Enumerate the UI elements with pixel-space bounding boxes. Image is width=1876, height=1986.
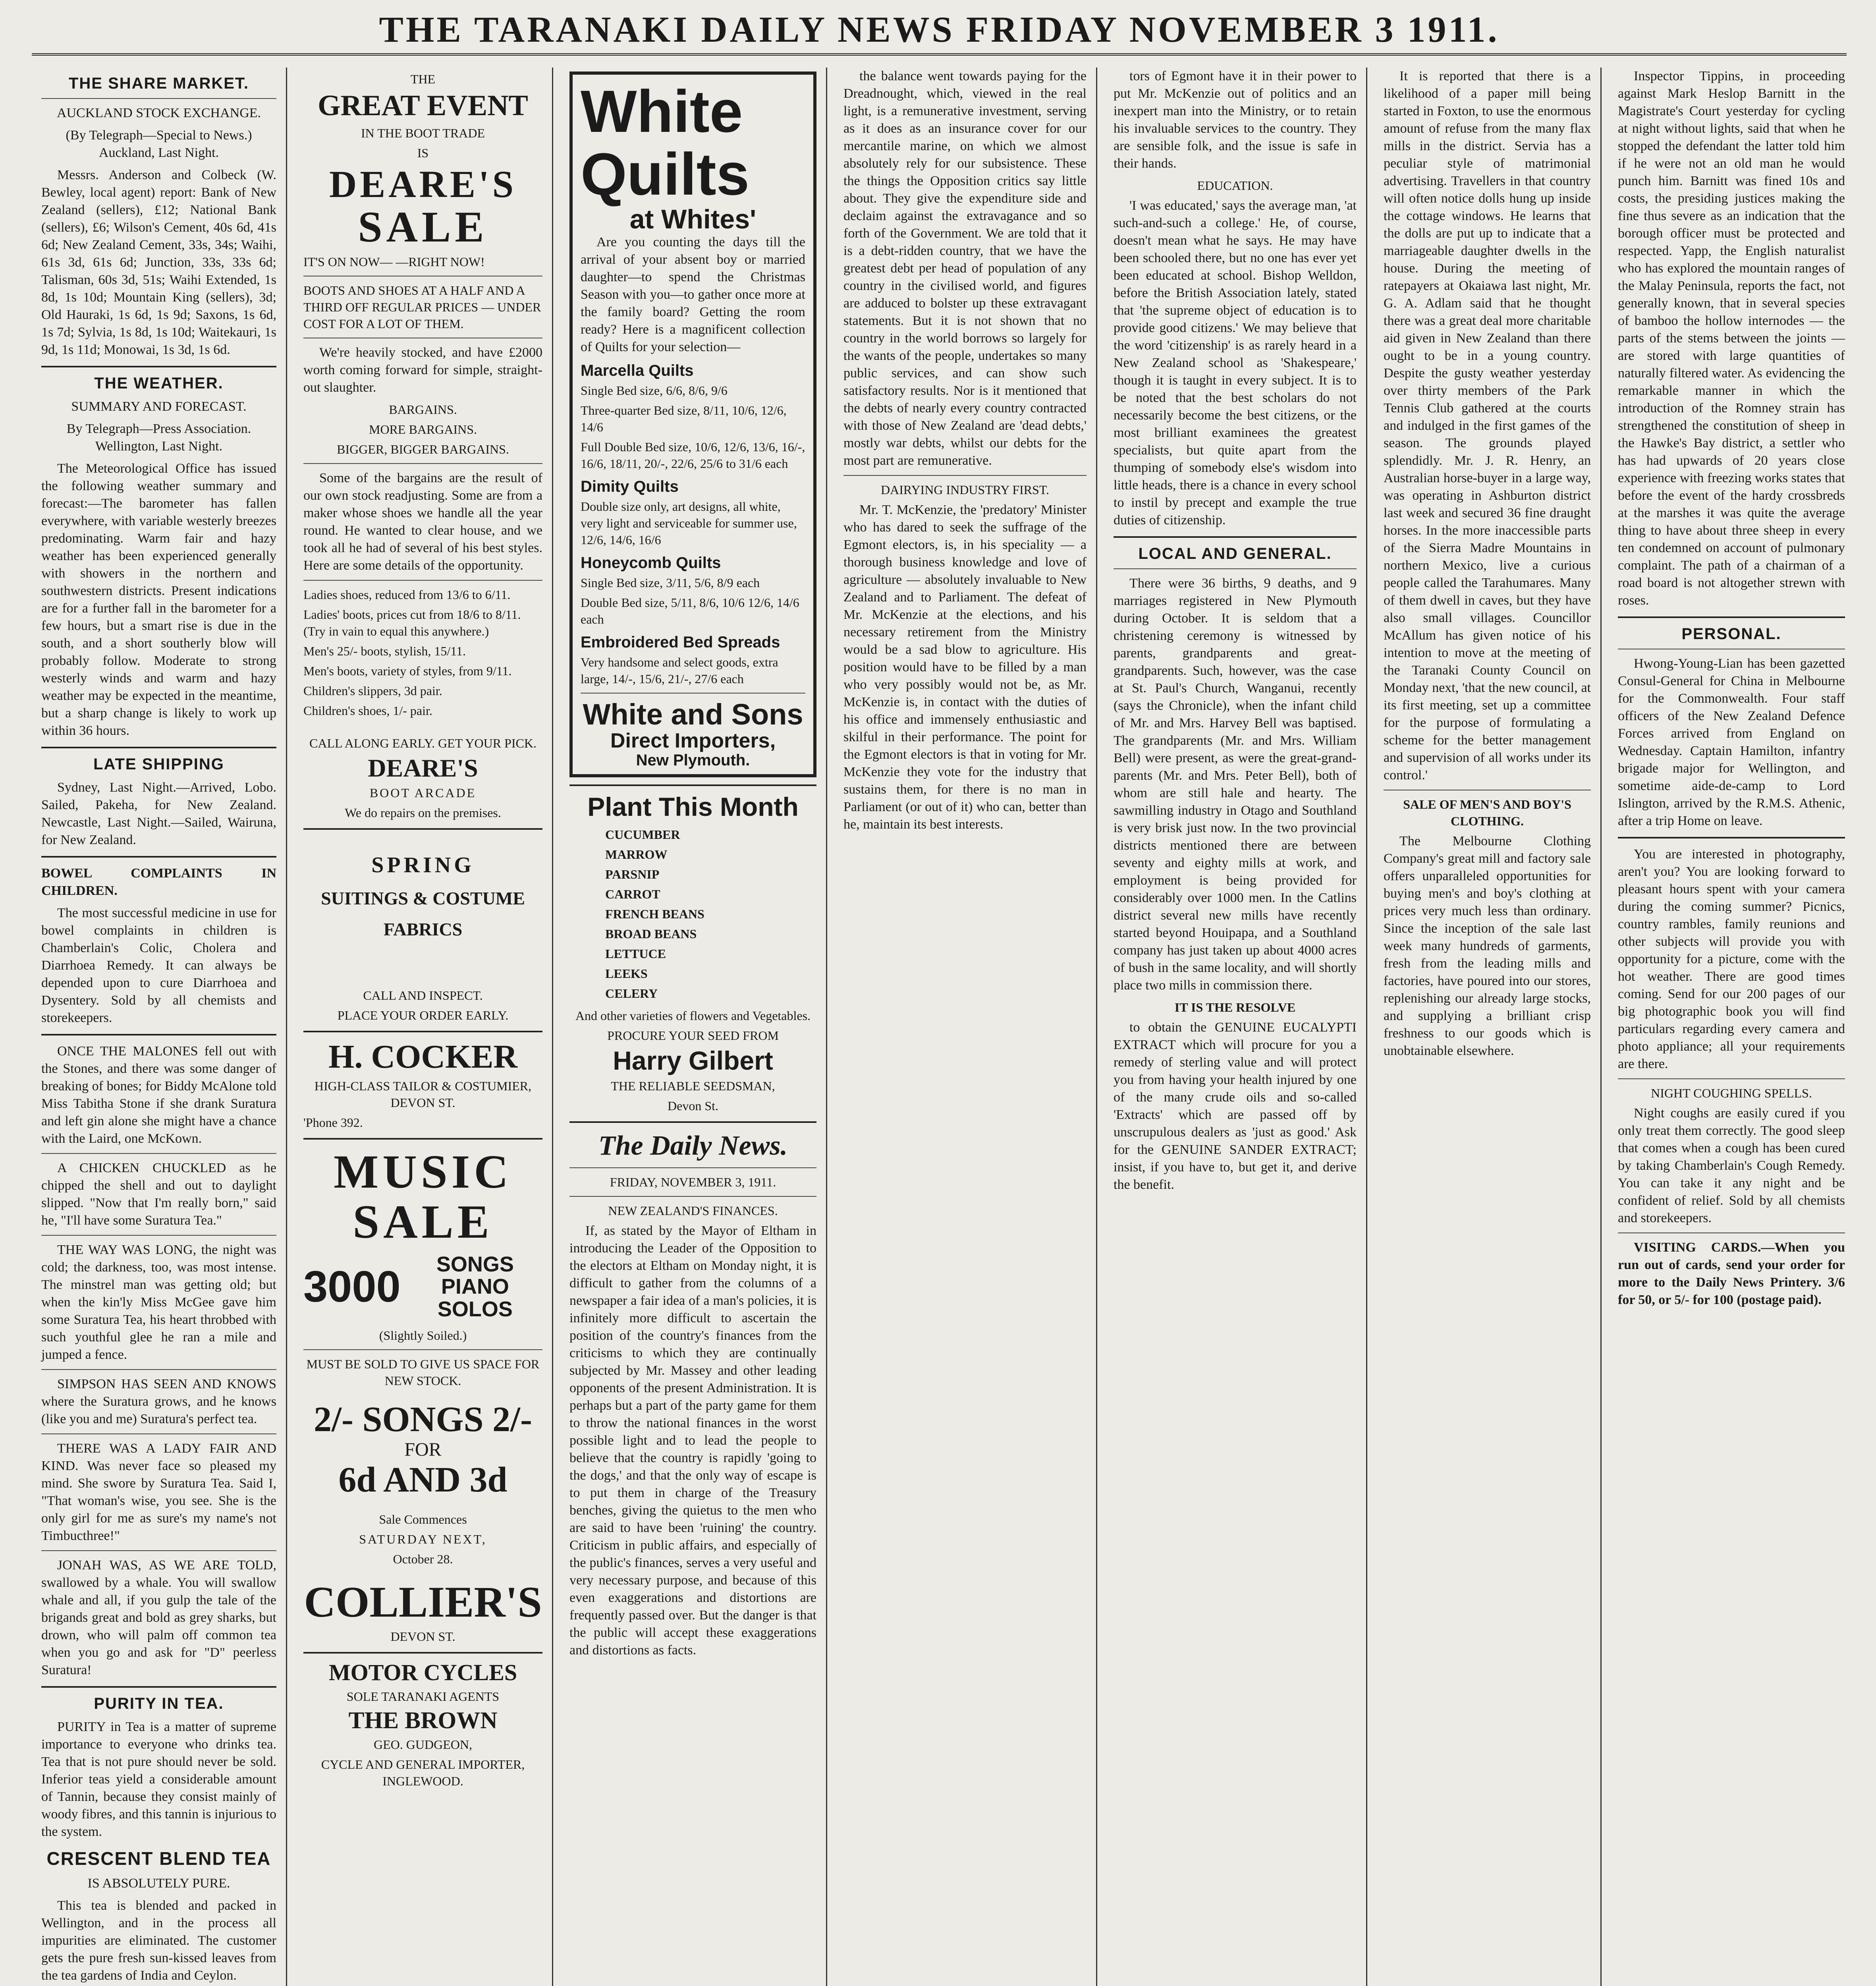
divider — [303, 1031, 542, 1032]
tea-jingle: JONAH WAS, AS WE ARE TOLD, swallowed by a whale. You will swallow whale and all, if you gulp the tale of the brigands great and bold as grey sharks, but drown, who will palm off common tea when you go and ask for "D" peerless Suratura! — [41, 1558, 276, 1677]
night-body: Night coughs are easily cured if you only treat them correctly. The good sleep that comes when a cough has been cured by taking Chamberlain's Cough Remedy. You can take it any night and be confident of relief. Sold by all chemists and storekeepers. — [1618, 1106, 1845, 1225]
music-price: 2/- SONGS 2/- — [313, 1399, 533, 1439]
motor-heading: MOTOR CYCLES — [328, 1660, 517, 1686]
divider — [569, 1121, 816, 1123]
whites-heading: White — [581, 78, 743, 145]
deare-body: We're heavily stocked, and have £2000 worth coming forward for simple, straight-out slaughter. — [303, 345, 542, 395]
whites-item: Double Bed size, 5/11, 8/6, 10/6 12/6, 14/6 each — [581, 595, 799, 627]
music-heading: MUSIC — [333, 1145, 513, 1198]
share-subheading: AUCKLAND STOCK EXCHANGE. — [56, 106, 261, 120]
resolve-heading: IT IS THE RESOLVE — [1174, 1000, 1296, 1014]
daily-news-date: FRIDAY, NOVEMBER 3, 1911. — [610, 1175, 776, 1190]
resolve-body: to obtain the GENUINE EUCALYPTI EXTRACT which will procure for you a remedy of sterling value and will protect you from having your health injured by one of the many crude oils and so-called 'Extracts' which are passed off by unscrupulous dealers as 'just as good.' Ask for the GENUINE SANDER EXTRACT; insist, if you have to, but get it, and derive the benefit. — [1114, 1020, 1357, 1192]
finances-body: If, as stated by the Mayor of Eltham in introducing the Leader of the Opposition to the electors at Eltham on Monday night, it is difficult to gather from the columns of a newspaper a fair idea of a man's policies, it is infinitely more difficult to ascertain the position of the country's finances from the criticisms to which they are continually subjected by Mr. Massey and other leading opponents of the present Administration. It is perhaps but a part of the party game for them to throw the national finances in the worst possible light and to lead the people to believe that the country is rapidly 'going to the dogs,' and that the only way of escape is to put them in charge of the Treasury benches, giving the quietus to the men who are said to have been 'ruining' the country. Criticism in public affairs, and especially of the public's finances, serves a very useful and very necessary purpose, and because of this even exaggerations and distortions are frequently passed over. But the danger is that the public will accept these exaggerations and distortions as facts. — [569, 1223, 816, 1658]
whites-item: Three-quarter Bed size, 8/11, 10/6, 12/6, 14/6 — [581, 403, 787, 435]
deare-line: BIGGER, BIGGER BARGAINS. — [337, 442, 509, 456]
deare-line: BOOTS AND SHOES AT A HALF AND A THIRD OFF REGULAR PRICES — UNDER COST FOR A LOT OF THEM. — [303, 283, 541, 331]
photography-body: You are interested in photography, aren't you? You are looking forward to pleasant hours spent with your camera during the coming summer? Picnics, country rambles, family reunions and other subjects will provide you with opportunity for a picture, come with the hot weather. There are good times coming. Send for our 200 pages of our big photographic book you will find particulars regarding every camera and photo appliance; all your requirements are there. — [1618, 847, 1845, 1071]
divider — [41, 1433, 276, 1434]
collier-line: DEVON ST. — [390, 1629, 455, 1644]
plant-line: Devon St. — [668, 1099, 718, 1113]
crescent-body: This tea is blended and packed in Wellington, and in the process all impurities are eliminated. The customer gets the pure fresh sun-kissed leaves from the tea gardens of India and Ceylon. — [41, 1898, 276, 1983]
column-5 — [1104, 68, 1366, 1986]
daily-news-title: The Daily News. — [598, 1130, 788, 1161]
shipping-heading: LATE SHIPPING — [93, 755, 224, 773]
whites-firm: White and Sons — [583, 698, 803, 731]
finances-continued: the balance went towards paying for the Dreadnought, which, viewed in the real light, is a remunerative investment, serving as it does as an insurance cover for our mercantile marine, on which we almost absolutely rely for our subsistence. These the things the Opposition critics say little about. They give the expenditure side and declaim against the extravagance and so forth of the Government. We are told that it is a debt-ridden country, that we have the greatest debt per head of population of any country in the civilised world, and figures are adduced to bolster up these extravagant statements. But it is not shown that no country in the world borrows so largely for the wants of the people, undertakes so many public services, and can show such satisfactory results. Nor is it mentioned that the debts of nearly every country contracted with those of New Zealand are 'dead debts,' mostly war debts, whilst our debts for the most part are remunerative. — [843, 69, 1087, 468]
divider — [1114, 536, 1357, 538]
visiting-cards: VISITING CARDS.—When you run out of cards, send your order for more to the Daily News Printery. 3/6 for 50, or 5/- for 100 (postage paid). — [1618, 1240, 1845, 1307]
weather-byline: By Telegraph—Press Association. Wellington, Last Night. — [66, 421, 251, 454]
plant-line: THE RELIABLE SEEDSMAN, — [611, 1079, 775, 1093]
plant-firm: Harry Gilbert — [613, 1045, 773, 1075]
divider — [303, 1349, 542, 1350]
column-6 — [1374, 68, 1600, 1986]
plant-item: BROAD BEANS — [605, 926, 697, 941]
column-1 — [32, 68, 286, 1986]
deare-arcade: DEARE'S — [368, 753, 478, 782]
local-continued: Inspector Tippins, in proceeding against Mark Heslop Barnitt in the Magistrate's Court yesterday for cycling at night without lights, said that when he stopped the defendant the latter told him if he were not an old man he would punch him. Barnitt was fined 10s and costs, the presiding justices making the fine thus severe as an indication that the borough officer must be protected and respected. Yapp, the English naturalist who has explored the mountain ranges of the Malay Peninsula, reports the fact, not generally known, that in several species of bamboo the hollow internodes — the parts of the stems between the joints — are stored with large quantities of naturally filtered water. As evidencing the remarkable manner in which the introduction of the Romney strain has strengthened the constitution of sheep in the Hawke's Bay district, a settler who has had upwards of 20 years close experience with freezing works states that before the event of the hardy crossbreds at the marshes it was quite the average thing to have about three sheep in every ten condemned on account of pulmonary complaint. The path of a chairman of a road board is not altogether strewn with roses. — [1618, 69, 1845, 608]
divider — [41, 1235, 276, 1236]
divider — [41, 1686, 276, 1688]
tea-jingle: A CHICKEN CHUCKLED as he chipped the shell and out to daylight slipped. "Now that I'm really born," said he, "I'll have some Suratura Tea." — [41, 1161, 276, 1228]
motor-line: GEO. GUDGEON, — [374, 1737, 472, 1752]
divider — [843, 475, 1087, 476]
music-piano: PIANO SOLOS — [437, 1275, 513, 1321]
education-heading: EDUCATION. — [1197, 178, 1273, 193]
divider — [1618, 1078, 1845, 1079]
local-continued: It is reported that there is a likelihood of a paper mill being started in Foxton, to use the enormous amount of refuse from the many flax mills in the district. Servia has a peculiar style of matrimonial advertising. Travellers in that country will often notice dolls hung up inside the cottage windows. He learns that the dolls are put up to indicate that a marriageable daughter dwells in the house. During the meeting of ratepayers at Okaiawa last night, Mr. G. A. Adlam said that he thought there was a great deal more charitable aid given in New Zealand than there ought to be in a young country. Despite the gusty weather yesterday over thirty members of the Park Tennis Club gathered at the courts and indulged in the first games of the season. The grounds played splendidly. Mr. J. R. Henry, an Australian horse-buyer in a large way, was operating in Ashburton district last week and secured 36 fine draught horses. In the more inaccessible parts of the Sierra Madre Mountains in northern Mexico, live a curious people called the Tarahumares. Many of them dwell in caves, but they have also small villages. Councillor McAllum has given notice of his intention to move at the meeting of the Taranaki County Council on Monday next, 'that the new council, at its first meeting, set up a committee for the purpose of formulating a scheme for the better management and supervision of all works under its control.' — [1384, 69, 1591, 782]
dairy-heading: DAIRYING INDUSTRY FIRST. — [880, 483, 1050, 497]
music-price: 6d AND 3d — [338, 1460, 508, 1500]
deare-item: Children's slippers, 3d pair. — [303, 683, 442, 698]
deare-item: Ladies shoes, reduced from 13/6 to 6/11. — [303, 587, 511, 602]
cocker-spring: SPRING — [371, 853, 475, 878]
motor-line: CYCLE AND GENERAL IMPORTER, INGLEWOOD. — [321, 1757, 525, 1789]
plant-item: LEEKS — [605, 966, 648, 981]
cocker-phone: 'Phone 392. — [303, 1115, 363, 1130]
divider — [41, 747, 276, 748]
share-body: Messrs. Anderson and Colbeck (W. Bewley, local agent) report: Bank of New Zealand (sellers), £12; National Bank (sellers), £6; Wilson's Cement, 40s 6d, 41s 6d; New Zealand Cement, 33s, 34s; Waihi, 61s 3d, 61s 6d; Junction, 33s, 33s 6d; Talisman, 60s 3d, 51s; Waihi Extended, 1s 8d, 1s 10d; Mountain King (sellers), 3d; Old Hauraki, 1s 6d, 1s 9d; Saxons, 1s 6d, 1s 7d; Sylvia, 1s 8d, 1s 10d; Waitekauri, 1s 9d, 1s 11d; Monowai, 1s 3d, 1s 6d. — [41, 168, 276, 357]
bowel-body: The most successful medicine in use for bowel complaints in children is Chamberlain's Colic, Cholera and Diarrhoea Remedy. It can always be depended upon to cure Diarrhoea and Dysentery. Sold by all chemists and storekeepers. — [41, 906, 276, 1025]
local-body: There were 36 births, 9 deaths, and 9 marriages registered in New Plymouth during October. It is seldom that a christening ceremony is witnessed by parents, grandparents and great-grandparents. Such, however, was the case at St. Paul's Church, Wanganui, recently (says the Chronicle), when the infant child of Mr. and Mrs. Harvey Bell was baptised. The grandparents (Mr. and Mrs. William Bell) were present, as were the great-grand-parents (Mr. and Mrs. Peter Bell), both of whom are still hale and hearty. The sawmilling industry in Otago and Southland is very brisk just now. In the two provincial districts mentioned there are between seventy and eighty mills at work, and employment is being provided for considerably over 1000 men. In the Catlins district several new mills have recently started beyond Houipapa, and a Southland company has just taken up about 4000 acres of bush in the same locality, and will shortly place two mills in commission there. — [1114, 576, 1357, 993]
music-count: 3000 — [303, 1262, 401, 1312]
share-byline: (By Telegraph—Special to News.) Auckland, Last Night. — [66, 128, 252, 160]
divider — [569, 1196, 816, 1197]
column-rule — [286, 68, 287, 1986]
music-line: MUST BE SOLD TO GIVE US SPACE FOR NEW STOCK. — [306, 1356, 540, 1388]
deare-line: IT'S ON NOW— —RIGHT NOW! — [303, 254, 485, 269]
divider — [303, 1138, 542, 1140]
deare-item: Men's 25/- boots, stylish, 15/11. — [303, 643, 466, 658]
whites-item: Double size only, art designs, all white, very light and serviceable for summer use, 12/6, 14/6, 16/6 — [581, 499, 797, 547]
whites-section: Honeycomb Quilts — [581, 554, 721, 572]
purity-body: PURITY in Tea is a matter of supreme importance to everyone who drinks tea. Tea that is not pure should never be sold. Inferior teas yield a considerable amount of Tannin, because they consist mainly of woody fibres, and this tannin is injurious to the system. — [41, 1719, 276, 1839]
divider — [41, 98, 276, 99]
deare-line: CALL ALONG EARLY. GET YOUR PICK. — [309, 736, 537, 750]
weather-heading: THE WEATHER. — [94, 375, 224, 392]
deare-item: Ladies' boots, prices cut from 18/6 to 8/11. (Try in vain to equal this anywhere.) — [303, 607, 521, 638]
tea-jingle: SIMPSON HAS SEEN AND KNOWS where the Suratura grows, and he knows (like you and me) Suratura's perfect tea. — [41, 1377, 276, 1426]
column-rule — [826, 68, 827, 1986]
whites-town: New Plymouth. — [636, 751, 750, 769]
tea-jingle: THE WAY WAS LONG, the night was cold; the darkness, too, was most intense. The minstrel man was getting old; but when the kin'ly Miss McGee gave him some Suratura Tea, his heart throbbed with such youthful glee he ran a mile and jumped a fence. — [41, 1242, 276, 1362]
whites-importers: Direct Importers, — [610, 729, 776, 753]
music-line: SATURDAY NEXT, — [359, 1532, 487, 1546]
deare-line: IN THE BOOT TRADE — [361, 126, 485, 140]
motor-brand: THE BROWN — [348, 1707, 498, 1734]
dairy-body: Mr. T. McKenzie, the 'predatory' Minister who has dared to seek the suffrage of the Egmont electors, is, in his speciality — a thorough business knowledge and love of agriculture — absolutely invaluable to New Zealand and to Parliament. The defeat of Mr. McKenzie at the elections, and his necessary retirement from the Ministry would be a sad blow to agriculture. His position would have to be filled by a man who very possibly would not be, as Mr. McKenzie is, in contact with the duties of his office and immensely enthusiastic and skilful in their performance. The point for the Egmont electors is that in voting for Mr. McKenzie they vote for the industry that sustains them, for there is no man in Parliament (or out of it) who can, better than he, maintain its best interests. — [843, 502, 1087, 832]
column-2 — [294, 68, 552, 1986]
whites-item: Single Bed size, 6/6, 8/6, 9/6 — [581, 383, 728, 398]
divider — [303, 463, 542, 464]
deare-line: THE — [410, 72, 436, 86]
whites-item: Very handsome and select goods, extra large, 14/-, 15/6, 21/-, 27/6 each — [581, 655, 778, 686]
masthead — [32, 6, 1847, 56]
plant-heading: Plant This Month — [587, 792, 799, 821]
whites-body: Are you counting the days till the arrival of your absent boy or married daughter—to spend the Christmas Season with you—to gather once more at the family board? Getting the room ready? Here is a magnificent collection of Quilts for your selection— — [581, 235, 805, 355]
night-heading: NIGHT COUGHING SPELLS. — [1651, 1086, 1812, 1100]
motor-line: SOLE TARANAKI AGENTS — [346, 1689, 500, 1704]
plant-item: MARROW — [605, 847, 668, 862]
plant-item: FRENCH BEANS — [605, 906, 704, 921]
divider — [1114, 568, 1357, 569]
deare-line: BOOT ARCADE — [369, 786, 477, 800]
purity-heading: PURITY IN TEA. — [94, 1695, 224, 1712]
deare-headline: GREAT EVENT — [318, 89, 528, 122]
whites-item: Full Double Bed size, 10/6, 12/6, 13/6, 16/-, 16/6, 18/11, 20/-, 22/6, 25/6 to 31/6 each — [581, 440, 805, 471]
music-line: FOR — [404, 1439, 442, 1461]
tea-jingle: THERE WAS A LADY FAIR AND KIND. Was never face so pleased my mind. She swore by Suratura Tea. Said I, "That woman's wise, you see. She is the only girl for me as sure's my name's not Timbucthree!" — [41, 1441, 276, 1543]
personal-heading: PERSONAL. — [1681, 625, 1781, 643]
music-line: (Slightly Soiled.) — [379, 1328, 467, 1343]
share-market-heading: THE SHARE MARKET. — [68, 75, 249, 92]
divider — [1618, 837, 1845, 838]
deare-item: Children's shoes, 1/- pair. — [303, 703, 432, 718]
music-line: October 28. — [393, 1551, 453, 1566]
column-4 — [834, 68, 1096, 1986]
plant-item: CELERY — [605, 986, 658, 1001]
music-sale: SALE — [353, 1195, 493, 1248]
cocker-line: PLACE YOUR ORDER EARLY. — [337, 1008, 509, 1022]
divider — [303, 828, 542, 830]
divider — [41, 366, 276, 367]
music-songs: SONGS — [436, 1252, 514, 1276]
divider — [41, 1550, 276, 1551]
plant-item: CUCUMBER — [605, 827, 680, 842]
cocker-suitings: SUITINGS & COSTUME — [321, 888, 525, 908]
divider — [569, 1167, 816, 1168]
whites-sub: at Whites' — [629, 204, 757, 234]
deare-line: IS — [417, 145, 429, 160]
shipping-body: Sydney, Last Night.—Arrived, Lobo. Sailed, Pakeha, for New Zealand. Newcastle, Last Night.—Sailed, Wairuna, for New Zealand. — [41, 780, 276, 847]
divider — [41, 1369, 276, 1370]
music-kinds — [408, 1253, 542, 1321]
column-7 — [1608, 68, 1855, 1986]
sale-body: The Melbourne Clothing Company's great mill and factory sale offers unparalleled opportunities for buying men's and boy's clothing at prices very much less than ordinary. Since the inception of the sale last week many hundreds of garments, fresh from the leading mills and factories, have poured into our stores, replenishing our already large stocks, and supplying a brilliant crisp freshness to our goods which is unobtainable elsewhere. — [1384, 834, 1591, 1058]
divider — [41, 1153, 276, 1154]
plant-line: PROCURE YOUR SEED FROM — [607, 1028, 779, 1043]
cocker-line: CALL AND INSPECT. — [363, 988, 483, 1003]
deare-line: MORE BARGAINS. — [369, 422, 477, 437]
plant-item: PARSNIP — [605, 867, 660, 881]
plant-item: CARROT — [605, 887, 660, 901]
finances-heading: NEW ZEALAND'S FINANCES. — [608, 1204, 778, 1218]
divider — [41, 856, 276, 858]
divider — [569, 784, 816, 786]
divider — [41, 1034, 276, 1036]
divider — [303, 580, 542, 581]
column-rule — [552, 68, 553, 1986]
cocker-name: H. COCKER — [328, 1038, 518, 1075]
dairy-continued: tors of Egmont have it in their power to put Mr. McKenzie out of politics and an inexpert man into the Ministry, or to retain his invaluable services to the country. They are sensible folk, and the issue is safe in their hands. — [1114, 69, 1357, 171]
deare-body: Some of the bargains are the result of our own stock readjusting. Some are from a maker whose shoes we handle all the year round. He wanted to clear house, and we took all he had of several of his best styles. Here are some details of the opportunity. — [303, 470, 542, 573]
deare-sale: SALE — [358, 203, 488, 251]
whites-ad — [569, 71, 816, 777]
divider — [581, 693, 805, 694]
education-body: 'I was educated,' says the average man, 'at such-and-such a college.' He, of course, doesn't mean what he says. He may have been schooled there, but no one has ever yet been educated at school. Bishop Welldon, before the British Association lately, stated that 'the supreme object of education is to provide good citizens.' We may believe that the word 'citizenship' is as rarely heard in a New Zealand school as 'Shakespeare,' though it is taught in every subject. It is to be noted that the best scholars do not necessarily become the best citizens, or the most brilliant examinees the greatest specialists, but quite apart from the thumping of somebody else's wisdom into little heads, there is a chance in every school to instil by precept and example the true duties of citizenship. — [1114, 198, 1357, 527]
plant-item: LETTUCE — [605, 946, 666, 961]
divider — [1618, 616, 1845, 618]
sale-heading: SALE OF MEN'S AND BOY'S CLOTHING. — [1403, 797, 1571, 828]
music-row — [303, 1253, 542, 1321]
weather-body: The Meteorological Office has issued the following weather summary and forecast:—The barometer has fallen everywhere, with variable westerly breezes predominating. Warm fair and hazy weather has been experienced generally with showers in the northern and southwestern districts. Present indications are for a further fall in the barometer for a few hours, but a smart rise is due in the south, and a short southerly blow will probably follow. Moderate to strong westerly winds and warm and hazy weather may be expected in the meantime, but a sharp change is likely to work up within 36 hours. — [41, 461, 276, 738]
whites-heading: Quilts — [581, 140, 750, 207]
plant-list — [569, 826, 816, 1002]
local-heading: LOCAL AND GENERAL. — [1138, 545, 1332, 562]
whites-section: Embroidered Bed Spreads — [581, 634, 780, 651]
whites-section: Marcella Quilts — [581, 362, 694, 380]
weather-subheading: SUMMARY AND FORECAST. — [71, 399, 247, 414]
column-rule — [1096, 68, 1097, 1986]
deare-line: We do repairs on the premises. — [345, 806, 501, 820]
column-rule — [1366, 68, 1367, 1986]
bowel-heading: BOWEL COMPLAINTS IN CHILDREN. — [41, 866, 276, 898]
plant-line: And other varieties of flowers and Vegetables. — [575, 1008, 811, 1023]
cocker-line: HIGH-CLASS TAILOR & COSTUMIER, DEVON ST. — [314, 1078, 532, 1110]
divider — [303, 1652, 542, 1654]
tea-jingle: ONCE THE MALONES fell out with the Stones, and there was some danger of breaking of bones; for Biddy McAlone told Miss Tabitha Stone if she drank Suratura and left gin alone she might have a chance with the Laird, one McKown. — [41, 1044, 276, 1146]
masthead-title: THE TARANAKI DAILY NEWS FRIDAY NOVEMBER 3 1911. — [379, 9, 1500, 50]
crescent-heading: CRESCENT BLEND TEA — [46, 1848, 271, 1869]
deare-name: DEARE'S — [329, 162, 517, 205]
column-rule — [1600, 68, 1602, 1986]
deare-line: BARGAINS. — [389, 402, 457, 417]
cocker-fabrics: FABRICS — [383, 919, 463, 940]
music-line: Sale Commences — [379, 1512, 467, 1526]
whites-section: Dimity Quilts — [581, 478, 679, 496]
collier-name: COLLIER'S — [304, 1577, 542, 1626]
crescent-sub: IS ABSOLUTELY PURE. — [87, 1876, 230, 1891]
deare-item: Men's boots, variety of styles, from 9/11. — [303, 663, 512, 678]
whites-item: Single Bed size, 3/11, 5/6, 8/9 each — [581, 576, 760, 590]
personal-body: Hwong-Young-Lian has been gazetted Consul-General for China in Melbourne for the Commonwealth. Four staff officers of the New Zealand Defence Forces arrived from England on Wednesday. Captain Hamilton, infantry brigade major for Wellington, and sometime aide-de-camp to Lord Islington, arrived by the R.M.S. Athenic, after a trip Home on leave. — [1618, 656, 1845, 828]
column-3 — [560, 68, 826, 1986]
